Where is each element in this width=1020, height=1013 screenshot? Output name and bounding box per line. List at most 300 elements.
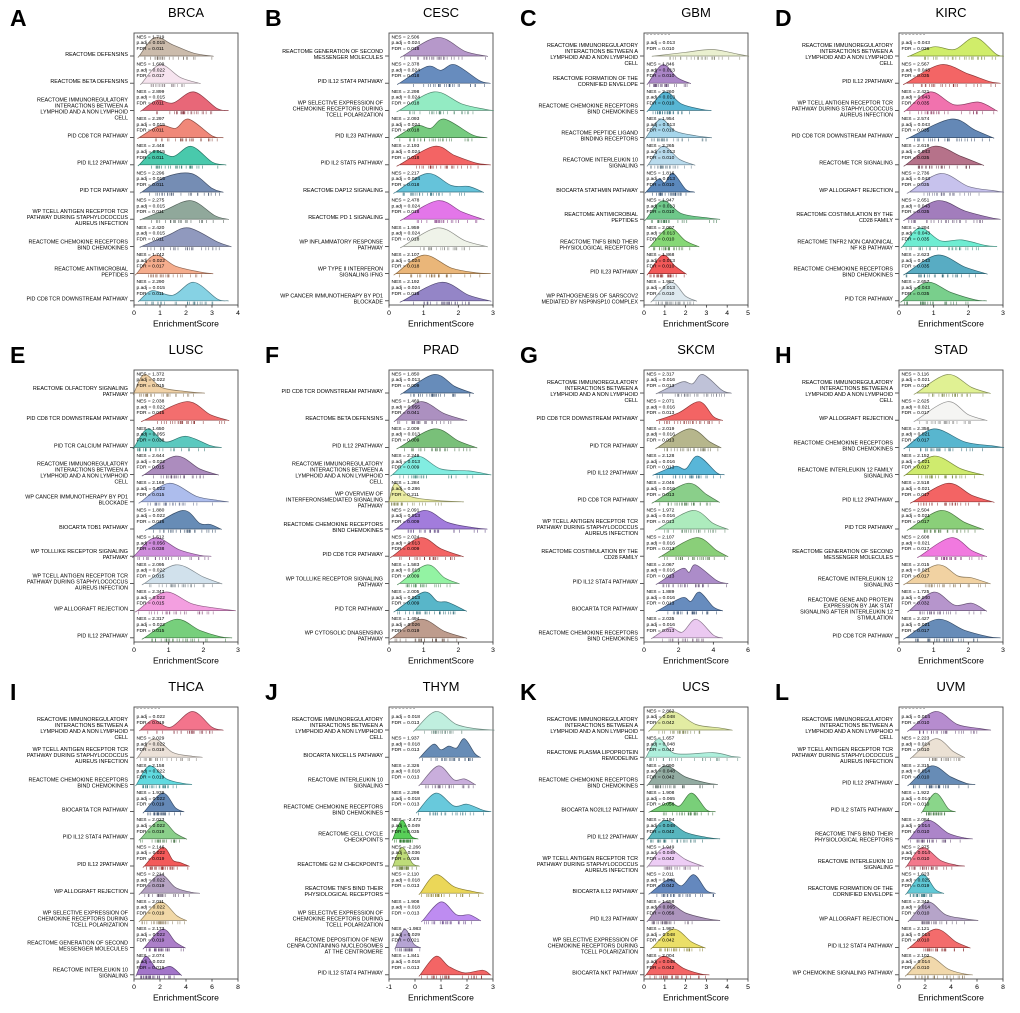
stat-fdr: FDR = 0.009 [391, 384, 420, 389]
pathway-label: SIGNALING [863, 864, 893, 871]
stat-nes: NES = 2.023 [136, 818, 165, 824]
panel-LUSC [0, 337, 255, 674]
panel-letter: E [10, 342, 26, 368]
panel-letter: C [520, 5, 537, 31]
stat-fdr: FDR = 0.015 [136, 384, 165, 389]
stat-padj: p.adj = 0.014 [901, 851, 930, 857]
stat-padj: p.adj = 0.014 [901, 932, 930, 938]
pathway-label: REACTOME ANTIMICROBIAL [54, 266, 128, 273]
stat-fdr: FDR = 0.035 [391, 829, 420, 835]
panel-title: GBM [681, 5, 711, 20]
stat-padj: p.adj = 0.013 [391, 568, 420, 574]
stat-fdr: FDR = 0.041 [391, 411, 420, 417]
x-tick-label: 2 [966, 647, 971, 654]
stat-fdr: FDR = 0.010 [901, 748, 930, 754]
panel-title: CESC [422, 5, 460, 20]
panel-letter: B [265, 5, 282, 31]
pathway-label: CELL [624, 60, 638, 67]
stat-nes: NES = 2.158 [136, 763, 165, 769]
stat-fdr: FDR = 0.017 [901, 547, 930, 553]
density-ridge [419, 739, 480, 759]
pathway-label: REACTOME DEFENSINS [65, 51, 128, 58]
stat-nes: NES = 2.275 [136, 198, 165, 204]
stat-nes: NES = 2.090 [646, 763, 675, 769]
pathway-label: PATHWAY [357, 503, 383, 510]
stat-nes: NES = 2.192 [391, 280, 420, 286]
stat-fdr: FDR = 0.011 [136, 237, 164, 243]
stat-padj: p.adj = 0.048 [646, 769, 675, 775]
x-tick-label: 4 [236, 310, 240, 317]
pathway-label: PHYSIOLOGICAL RECEPTORS [559, 245, 638, 252]
pathway-label: PID IL12 2PATHWAY [842, 497, 893, 504]
ridge-row [38, 899, 187, 929]
stat-padj: p.adj = 0.016 [646, 432, 675, 438]
pathway-label: LYMPHOID AND A NON LYMPHOID [40, 109, 128, 116]
stat-fdr: FDR = 0.010 [646, 264, 675, 270]
ridge-row [27, 926, 185, 953]
ridge-row [590, 426, 721, 451]
stat-fdr: FDR = 0.009 [391, 601, 420, 607]
pathway-label: WP INFLAMMATORY RESPONSE [299, 239, 383, 246]
stat-fdr: FDR = 0.013 [646, 628, 675, 634]
stat-fdr: FDR = 0.015 [136, 492, 165, 498]
stat-padj: p.adj = 0.048 [646, 932, 675, 938]
x-tick-label: 3 [491, 647, 495, 654]
ridge-row [802, 708, 991, 741]
pathway-label: REACTOME IMMUNOREGULATORY [37, 97, 128, 104]
stat-padj: p.adj = 0.016 [646, 514, 675, 520]
stat-nes: NES = 2.029 [136, 736, 165, 742]
ridge-row [299, 225, 487, 252]
stat-padj: p.adj = 0.021 [901, 541, 930, 547]
ridge-row [335, 589, 467, 614]
pathway-label: PATHWAY [102, 555, 128, 562]
ridge-row [281, 371, 473, 396]
stat-padj: p.adj = 0.022 [136, 568, 165, 574]
pathway-label: INTERACTIONS BETWEEN A [564, 385, 638, 392]
panel-SKCM [510, 337, 765, 674]
ridge-row [28, 225, 231, 252]
x-tick-label: 0 [132, 984, 136, 991]
pathway-label: PATHWAY DURING STAPHYLOCOCCUS [791, 106, 893, 113]
ridge-row [808, 872, 944, 899]
pathway-label: MESSENGER MOLECULES [58, 946, 128, 953]
x-tick-label: 3 [704, 310, 709, 317]
stat-fdr: FDR = 0.018 [391, 74, 420, 80]
stat-nes: NES = 1.846 [646, 62, 675, 68]
stat-nes: NES = 1.949 [646, 845, 675, 851]
stat-nes: NES = 2.121 [901, 927, 930, 932]
stat-nes: NES = 1.719 [136, 35, 165, 41]
pathway-label: BIND CHEMOKINES [332, 527, 383, 534]
ridge-row [80, 170, 223, 195]
stat-nes: NES = 2.567 [901, 62, 930, 68]
stat-padj: p.adj = 0.022 [136, 459, 165, 465]
pathway-label: PEPTIDES [611, 218, 638, 225]
stat-nes: NES = 2.736 [901, 171, 930, 177]
stat-nes: NES = 1.880 [136, 508, 165, 514]
stat-padj: p.adj = 0.014 [901, 769, 930, 775]
pathway-label: WP ALLOGRAFT REJECTION [54, 606, 128, 613]
stat-nes: NES = 1.583 [391, 562, 420, 568]
pathway-label: PID CD8 TCR PATHWAY [67, 133, 128, 140]
stat-fdr: FDR = 0.017 [136, 264, 165, 270]
stat-nes: NES = 1.987 [646, 927, 675, 932]
panel-title: THCA [168, 679, 204, 694]
ridge-row [793, 953, 973, 978]
stat-nes: NES = 2.315 [901, 763, 930, 769]
panel-UVM [765, 674, 1020, 1011]
stat-padj: p.adj = 0.014 [901, 742, 930, 748]
stat-fdr: FDR = 0.011 [136, 101, 164, 107]
pathway-label: BIND CHEMOKINES [587, 109, 638, 116]
x-axis-title: EnrichmentScore [663, 318, 729, 329]
stat-fdr: FDR = 0.035 [901, 128, 930, 134]
stat-padj: p.adj = 0.016 [646, 459, 675, 465]
stat-padj: p.adj = 0.043 [901, 231, 930, 237]
stat-padj: p.adj = 0.022 [136, 796, 165, 802]
ridge-row [842, 763, 975, 788]
pathway-label: REACTOME TNFS BIND THEIR [815, 831, 893, 838]
stat-fdr: FDR = 0.019 [901, 884, 930, 890]
pathway-label: WP SELECTIVE EXPRESSION OF [297, 100, 383, 107]
stat-fdr: FDR = 0.018 [391, 264, 420, 270]
stat-fdr: FDR = 0.019 [136, 775, 165, 781]
ridge-row [819, 170, 1004, 195]
ridge-row [305, 616, 467, 643]
pathway-label: PID IL2 STAT5 PATHWAY [320, 160, 383, 167]
ridge-row [37, 708, 223, 741]
stat-fdr: FDR = 0.056 [646, 802, 675, 808]
pathway-label: LYMPHOID AND A NON LYMPHOID [805, 728, 893, 735]
x-tick-label: 2 [923, 984, 927, 991]
stat-nes: NES = 2.298 [391, 89, 420, 95]
stat-fdr: FDR = 0.010 [901, 938, 930, 944]
stat-fdr: FDR = 0.032 [901, 601, 930, 607]
stat-nes: NES = 2.168 [136, 481, 165, 487]
pathway-label: SIGNALING IFNG [339, 272, 383, 279]
x-axis-title: EnrichmentScore [153, 655, 219, 666]
stat-fdr: FDR = 0.011 [136, 128, 164, 134]
stat-fdr: FDR = 0.042 [646, 884, 675, 890]
pathway-label: TCELL POLARIZATION [70, 922, 128, 929]
stat-padj: p.adj = 0.024 [391, 41, 420, 47]
pathway-label: REACTOME CHEMOKINE RECEPTORS [793, 440, 893, 447]
pathway-label: REACTOME IMMUNOREGULATORY [292, 461, 383, 468]
ridge-row [62, 790, 184, 815]
ridge-row [308, 198, 484, 223]
stat-nes: NES = 1.725 [901, 590, 930, 595]
panel-title: STAD [934, 342, 968, 357]
x-tick-label: 1 [931, 647, 936, 654]
x-axis-title: EnrichmentScore [408, 655, 474, 666]
stat-fdr: FDR = 0.015 [136, 574, 165, 580]
stat-fdr: FDR = 0.035 [901, 101, 930, 107]
pathway-label: REACTOME GENE AND PROTEIN [807, 597, 893, 604]
pathway-label: WP CANCER IMMUNOTHERAPY BY PD1 [280, 293, 383, 300]
stat-padj: p.adj = 0.048 [646, 742, 675, 748]
ridge-row [54, 872, 199, 897]
panel-STAD [765, 337, 1020, 674]
stat-fdr: FDR = 0.018 [391, 237, 420, 243]
pathway-label: REACTOME INTERLEUKIN 10 [562, 157, 638, 164]
stat-padj: p.adj = 0.043 [901, 258, 930, 264]
stat-fdr: FDR = 0.036 [901, 47, 930, 52]
stat-fdr: FDR = 0.010 [646, 101, 675, 107]
stat-nes: NES = 1.908 [391, 899, 420, 905]
stat-fdr: FDR = 0.009 [391, 574, 420, 580]
x-tick-label: 2 [465, 984, 469, 991]
stat-fdr: FDR = 0.019 [136, 911, 165, 917]
stat-nes: NES = 2.223 [901, 736, 930, 742]
pathway-label: PATHWAY [357, 582, 383, 589]
panel-PRAD [255, 337, 510, 674]
stat-fdr: FDR = 0.009 [391, 520, 420, 525]
stat-fdr: FDR = 0.017 [901, 465, 930, 471]
pathway-label: CELL [879, 60, 893, 67]
pathway-label: BIND CHEMOKINES [77, 783, 128, 790]
pathway-label: PHYSIOLOGICAL RECEPTORS [814, 837, 893, 844]
pathway-label: CHEMOKINE RECEPTORS DURING [292, 106, 383, 113]
stat-padj: p.adj = 0.022 [136, 258, 165, 264]
stat-padj: p.adj = 0.022 [136, 742, 165, 748]
stat-padj: p.adj = 0.018 [391, 960, 420, 965]
stat-padj: p.adj = 0.048 [646, 851, 675, 857]
stat-fdr: FDR = 0.013 [391, 775, 420, 781]
stat-nes: NES = 1.954 [646, 117, 675, 122]
stat-nes: NES = 1.650 [136, 426, 165, 432]
stat-nes: NES = 2.019 [646, 426, 675, 432]
pathway-label: REACTOME ANTIMICROBIAL [564, 212, 638, 219]
ridge-row [831, 790, 956, 815]
x-tick-label: 3 [236, 647, 240, 654]
panel-title: THYM [422, 679, 460, 694]
pathway-label: PHYSIOLOGICAL RECEPTORS [304, 892, 383, 899]
pathway-label: CELL [114, 734, 128, 741]
ridge-row [283, 790, 491, 817]
x-tick-label: 0 [387, 310, 391, 317]
stat-fdr: FDR = 0.013 [391, 748, 420, 754]
pathway-label: BIOCARTA TOB1 PATHWAY [59, 524, 128, 531]
stat-fdr: FDR = 0.017 [901, 492, 930, 498]
stat-fdr: FDR = 0.013 [646, 574, 675, 580]
panel-title: LUSC [168, 342, 204, 357]
stat-fdr: FDR = 0.019 [136, 965, 165, 971]
pathway-label: INTERFERONSMEDIATED SIGNALING [286, 497, 383, 504]
pathway-label: PID IL12 2PATHWAY [77, 633, 128, 640]
stat-padj: p.adj = 0.043 [901, 177, 930, 183]
ridge-row [561, 116, 711, 143]
stat-padj: p.adj = 0.048 [646, 960, 675, 965]
ridge-row [323, 535, 464, 560]
stat-padj: p.adj = 0.015 [136, 231, 165, 237]
stat-fdr: FDR = 0.013 [391, 884, 420, 890]
density-ridge [419, 766, 476, 786]
pathway-label: LYMPHOID AND A NON LYMPHOID [805, 391, 893, 398]
stat-nes: NES = 2.574 [901, 117, 930, 122]
x-tick-label: 2 [456, 310, 461, 317]
stat-padj: p.adj = 0.016 [646, 595, 675, 601]
pathway-label: PID CD8 TCR DOWNSTREAM PATHWAY [791, 133, 893, 140]
ridge-row [297, 844, 421, 869]
stat-nes: NES = 1.939 [136, 791, 165, 796]
ridge-row [27, 198, 229, 228]
x-tick-label: 1 [421, 310, 426, 317]
stat-fdr: FDR = 0.010 [646, 128, 675, 134]
stat-nes: NES = -2.472 [391, 818, 421, 824]
ridge-row [537, 507, 728, 537]
pathway-label: WP SELECTIVE EXPRESSION OF [297, 910, 383, 917]
stat-fdr: FDR = 0.011 [136, 291, 164, 297]
stat-fdr: FDR = 0.011 [136, 210, 164, 216]
stat-nes: NES = 2.623 [901, 253, 930, 258]
x-tick-label: 0 [413, 984, 417, 991]
stat-padj: p.adj = 0.048 [646, 715, 675, 721]
stat-padj: p.adj = 0.016 [646, 378, 675, 384]
panel-title: SKCM [677, 342, 715, 357]
pathway-label: INTERACTIONS BETWEEN A [309, 722, 383, 729]
ridge-row [590, 899, 720, 924]
stat-padj: p.adj = 0.013 [391, 459, 420, 465]
stat-padj: p.adj = 0.014 [901, 796, 930, 802]
stat-fdr: FDR = 0.019 [136, 938, 165, 944]
stat-fdr: FDR = 0.010 [901, 911, 930, 917]
pathway-label: REACTOME G2 M CHECKPOINTS [297, 861, 383, 868]
pathway-label: BINDING RECEPTORS [580, 136, 638, 143]
pathway-label: SIGNALING [353, 783, 383, 790]
pathway-label: MEDIATED BY NSP9NSP10 COMPLEX [541, 299, 638, 306]
pathway-label: REACTOME CHEMOKINE RECEPTORS [793, 266, 893, 273]
pathway-label: PID CD8 TCR PATHWAY [832, 633, 893, 640]
pathway-label: PATHWAY DURING STAPHYLOCOCCUS [26, 215, 128, 222]
stat-padj: p.adj = 0.013 [646, 95, 675, 101]
stat-fdr: FDR = 0.035 [901, 183, 930, 188]
pathway-label: AUREUS INFECTION [584, 867, 638, 874]
panel-letter: D [775, 5, 792, 31]
stat-padj: p.adj = 0.043 [901, 95, 930, 101]
stat-fdr: FDR = 0.017 [901, 384, 930, 389]
stat-nes: NES = 2.194 [646, 818, 675, 824]
stat-fdr: FDR = 0.018 [391, 183, 420, 188]
pathway-label: CHEMOKINE RECEPTORS DURING [292, 916, 383, 923]
stat-padj: p.adj = 0.021 [901, 405, 930, 411]
ridge-row [282, 34, 487, 61]
x-tick-label: 5 [746, 984, 750, 991]
stat-padj: p.adj = 0.022 [136, 595, 165, 601]
ridge-row [547, 708, 732, 741]
pathway-label: PATHWAY DURING STAPHYLOCOCCUS [791, 753, 893, 760]
ridge-row [547, 371, 731, 404]
stat-padj: p.adj = 0.015 [136, 177, 165, 183]
x-tick-label: 2 [184, 310, 188, 317]
pathway-label: BLOCKADE [98, 500, 128, 507]
x-tick-label: 3 [1001, 647, 1005, 654]
pathway-label: SIGNALING AFTER INTERLEUKIN 12 [800, 609, 893, 616]
pathway-label: AT THE CENTROMERE [324, 949, 383, 956]
stat-fdr: FDR = 0.013 [646, 438, 675, 444]
ridge-row [303, 170, 484, 195]
ridge-row [318, 62, 491, 87]
ridge-row [537, 844, 704, 874]
ridge-row [33, 371, 205, 398]
x-tick-label: 2 [158, 984, 162, 991]
ridge-row [305, 872, 484, 899]
panel-THYM [255, 674, 510, 1011]
x-tick-label: 0 [132, 310, 136, 317]
pathway-label: BIOCARTA NO2IL12 PATHWAY [561, 807, 638, 814]
pathway-label: PID IL12 STAT4 PATHWAY [62, 834, 128, 841]
pathway-label: CD28 FAMILY [858, 218, 893, 225]
ridge-row [54, 426, 221, 451]
pathway-label: INTERACTIONS BETWEEN A [54, 467, 128, 474]
pathway-label: WP TCELL ANTIGEN RECEPTOR TCR [542, 518, 638, 525]
stat-padj: p.adj = 0.043 [901, 150, 930, 155]
ridge-row [819, 143, 984, 168]
stat-padj: p.adj = 0.022 [136, 851, 165, 857]
pathway-label: MESSENGER MOLECULES [313, 54, 383, 61]
ridge-row [842, 480, 994, 505]
stat-fdr: FDR = 0.015 [136, 465, 165, 471]
pathway-label: BIOCARTA NKCELLS PATHWAY [303, 753, 383, 760]
ridge-row [792, 535, 986, 562]
pathway-label: REACTOME DAP12 SIGNALING [303, 187, 383, 194]
ridge-row [553, 62, 691, 89]
x-tick-label: 2 [201, 647, 206, 654]
x-tick-label: 0 [132, 647, 136, 654]
pathway-label: CENPA CONTAINING NUCLEOSOMES [286, 943, 383, 950]
stat-nes: NES = 2.024 [391, 535, 420, 541]
stat-padj: p.adj = 0.015 [136, 41, 165, 47]
ridge-row [26, 399, 228, 424]
x-axis-title: EnrichmentScore [408, 992, 474, 1003]
pathway-label: CHECKPOINTS [344, 837, 383, 844]
panel-letter: A [10, 5, 27, 31]
stat-padj: p.adj = 0.021 [901, 487, 930, 492]
pathway-label: CELL [114, 115, 128, 122]
ridge-row [573, 562, 728, 587]
stat-nes: NES = 1.657 [646, 736, 675, 742]
ridge-row [77, 844, 189, 869]
ridge-row [587, 817, 720, 842]
stat-padj: p.adj = 0.040 [901, 595, 930, 601]
stat-nes: NES = 2.093 [391, 117, 420, 122]
stat-nes: NES = 1.908 [646, 791, 675, 796]
pathway-label: BLOCKADE [353, 299, 383, 306]
pathway-label: PATHWAY [357, 245, 383, 252]
ridge-row [845, 507, 984, 532]
pathway-label: REACTOME INTERLEUKIN 12 FAMILY [797, 467, 893, 474]
pathway-label: REACTOME PEPTIDE LIGAND [561, 130, 638, 137]
pathway-label: PATHWAY [102, 391, 128, 398]
stat-padj: p.adj = 0.056 [136, 541, 165, 547]
stat-padj: p.adj = 0.065 [646, 905, 675, 911]
x-axis-title: EnrichmentScore [663, 992, 729, 1003]
x-tick-label: 8 [236, 984, 240, 991]
pathway-label: BIND CHEMOKINES [842, 446, 893, 453]
pathway-label: PID IL12 STAT4 PATHWAY [317, 970, 383, 977]
pathway-label: REACTOME GENERATION OF SECOND [792, 549, 893, 556]
panel-letter: F [265, 342, 280, 368]
x-tick-label: 3 [491, 984, 495, 991]
pathway-label: PID IL12 2PATHWAY [77, 160, 128, 167]
stat-nes: NES = 2.152 [901, 454, 930, 459]
ridge-row [564, 198, 719, 225]
ridge-row [563, 143, 695, 170]
pathway-label: REMODELING [601, 756, 638, 763]
ridge-row [845, 279, 987, 304]
pathway-label: WP CHEMOKINE SIGNALING PATHWAY [792, 970, 893, 977]
stat-padj: p.adj = 0.013 [646, 204, 675, 210]
